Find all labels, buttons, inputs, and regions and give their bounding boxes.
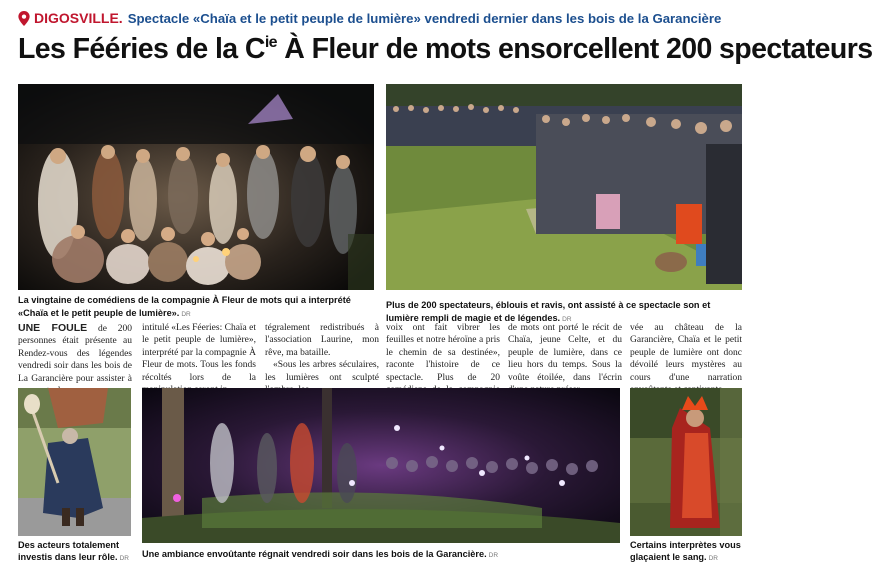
caption-photo-1	[18, 294, 380, 321]
caption-text: Certains interprètes vous glaçaient le sang.	[630, 540, 741, 562]
photo-credit: DR	[488, 552, 499, 559]
article-text: voix ont fait vibrer les feuilles et notre héroïne a pris le chemin de sa destinée», raconte l'histoire de ce spectacle. Plus de 20	[386, 323, 500, 383]
photo-credit: DR	[708, 554, 718, 562]
article-text: tégralement redistribués à l'association Laurine, mon rêve, ma bataille.	[265, 323, 379, 358]
article-text: «Sous les arbres séculaires, les lumières ont sculpté	[265, 360, 379, 383]
caption-text: La vingtaine de comédiens de la compagnie À Fleur de mots qui a interprété «Chaïa et le petit peuple de lumière».	[18, 295, 351, 318]
photo-credit: DR	[181, 310, 191, 318]
photo-red-costume	[630, 388, 742, 536]
caption-photo-4	[142, 548, 620, 563]
article-column-3	[265, 322, 379, 382]
article-lead: UNE FOULE	[18, 322, 88, 334]
photo-credit: DR	[562, 315, 572, 323]
article-column-5	[508, 322, 622, 382]
article-text: vée au château de la Garancière, Chaïa et le petit peuple de lumière ont donc dévoilé leurs mystères au cours d'une narration	[630, 323, 742, 383]
article-column-2	[142, 322, 256, 382]
kicker-subtitle: Spectacle «Chaïa et le petit peuple de lumière» vendredi dernier dans les bois de la Garancière	[127, 10, 722, 26]
photo-night-ambiance	[142, 388, 620, 543]
photo-actor-staff	[18, 388, 131, 536]
article-text: de mots ont porté le récit de Chaïa, jeune Celte, et du peuple de lumière, dans ce lieu hors du temps. Sous la voûte étoilée, dans l'écrin	[508, 323, 622, 383]
article-text: de 200 personnes était présente au Rendez-vous des légendes vendredi soir dans les bois de La Garancière pour assister à	[18, 324, 132, 384]
article-text: intitulé «Les Féeries: Chaïa et le petit peuple de lumière», interprété par la compagnie À Fleur de mots. Tous les fonds récoltés lors de la	[142, 323, 256, 383]
article-column-1	[18, 322, 132, 382]
photo-crowd-spectators	[386, 84, 742, 290]
caption-photo-5	[630, 540, 742, 564]
caption-photo-3	[18, 540, 134, 564]
map-pin-icon	[18, 11, 30, 26]
headline-part-1: Les Fééries de la C	[18, 33, 265, 65]
headline	[18, 33, 872, 73]
location-label: DIGOSVILLE.	[34, 10, 123, 26]
headline-superscript: ie	[264, 34, 277, 51]
caption-text: Des acteurs totalement investis dans leur rôle.	[18, 540, 120, 562]
photo-credit: DR	[119, 554, 129, 562]
caption-text: Plus de 200 spectateurs, éblouis et ravis, ont assisté à ce spectacle son et lumière rempli de magie et de légendes.	[386, 300, 711, 323]
article-column-4	[386, 322, 500, 382]
photo-comedians-group	[18, 84, 374, 290]
headline-part-2: À Fleur de mots ensorcellent 200 spectateurs	[276, 33, 872, 65]
caption-text: Une ambiance envoûtante régnait vendredi soir dans les bois de la Garancière.	[142, 549, 487, 559]
kicker	[18, 8, 738, 28]
article-column-6	[630, 322, 742, 382]
